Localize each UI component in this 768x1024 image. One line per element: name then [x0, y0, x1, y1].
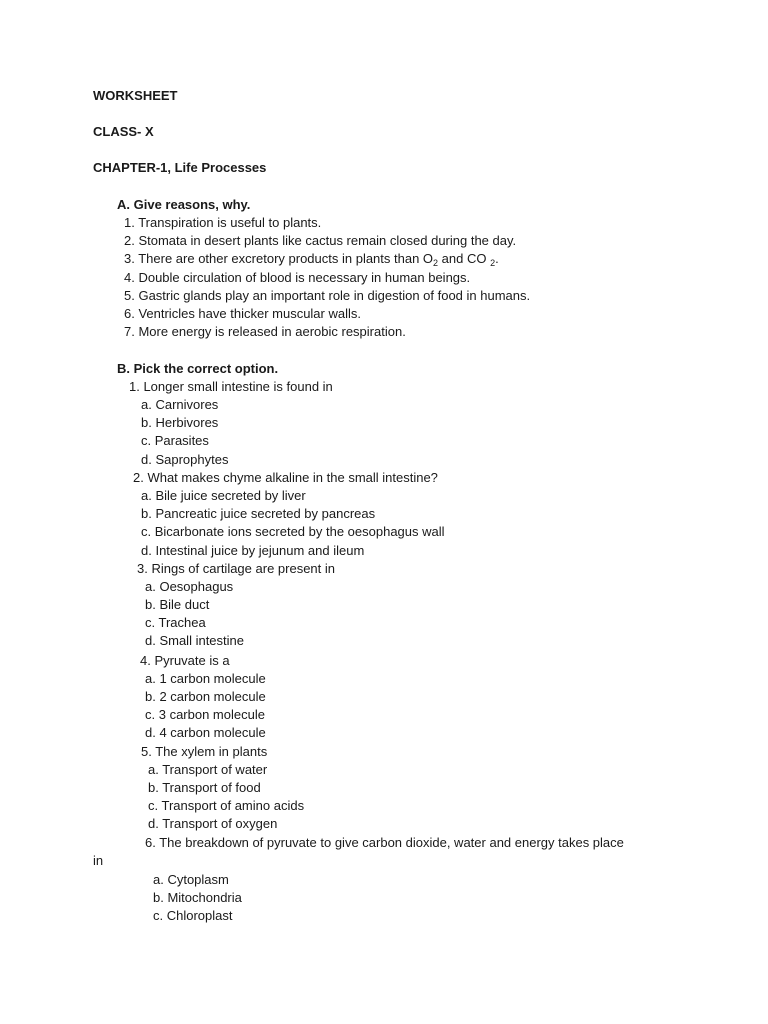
reason-item: 2. Stomata in desert plants like cactus remain closed during the day. — [124, 233, 517, 248]
reason-item: 5. Gastric glands play an important role in digestion of food in humans. — [124, 288, 531, 303]
worksheet-title: WORKSHEET — [93, 88, 178, 103]
option: b. 2 carbon molecule — [145, 689, 266, 704]
reason-item: 6. Ventricles have thicker muscular walls. — [124, 306, 361, 321]
option: b. Transport of food — [148, 780, 261, 795]
chapter-title: CHAPTER-1, Life Processes — [93, 160, 267, 175]
option: d. Saprophytes — [141, 452, 229, 467]
option: a. 1 carbon molecule — [145, 671, 266, 686]
reason-item: 3. There are other excretory products in plants than $O_2$ and CO $_2$. — [124, 251, 499, 268]
option: a. Cytoplasm — [153, 872, 229, 887]
option: a. Bile juice secreted by liver — [141, 488, 306, 503]
option: d. 4 carbon molecule — [145, 725, 266, 740]
option: b. Herbivores — [141, 415, 219, 430]
section-a-heading: A. Give reasons, why. — [117, 197, 251, 212]
class-label: CLASS- X — [93, 124, 154, 139]
question: 1. Longer small intestine is found in — [129, 379, 333, 394]
question: 2. What makes chyme alkaline in the small intestine? — [133, 470, 438, 485]
option: a. Oesophagus — [145, 579, 234, 594]
option: d. Small intestine — [145, 633, 244, 648]
section-b-heading: B. Pick the correct option. — [117, 361, 279, 376]
option: a. Transport of water — [148, 762, 268, 777]
question: 4. Pyruvate is a — [140, 653, 230, 668]
option: d. Transport of oxygen — [148, 816, 278, 831]
option: c. Transport of amino acids — [148, 798, 305, 813]
option: c. Bicarbonate ions secreted by the oesophagus wall — [141, 524, 445, 539]
question: 5. The xylem in plants — [141, 744, 268, 759]
reason-item: 4. Double circulation of blood is necessary in human beings. — [124, 270, 471, 285]
option: c. Trachea — [145, 615, 206, 630]
option: c. Chloroplast — [153, 908, 233, 923]
reason-item: 7. More energy is released in aerobic respiration. — [124, 324, 406, 339]
option: a. Carnivores — [141, 397, 219, 412]
question-continuation: in — [93, 853, 104, 868]
question: 3. Rings of cartilage are present in — [137, 561, 335, 576]
option: c. Parasites — [141, 433, 209, 448]
option: c. 3 carbon molecule — [145, 707, 265, 722]
option: b. Mitochondria — [153, 890, 242, 905]
option: b. Pancreatic juice secreted by pancreas — [141, 506, 376, 521]
option: d. Intestinal juice by jejunum and ileum — [141, 543, 365, 558]
reason-item: 1. Transpiration is useful to plants. — [124, 215, 322, 230]
question: 6. The breakdown of pyruvate to give carbon dioxide, water and energy takes place — [145, 835, 624, 850]
option: b. Bile duct — [145, 597, 210, 612]
